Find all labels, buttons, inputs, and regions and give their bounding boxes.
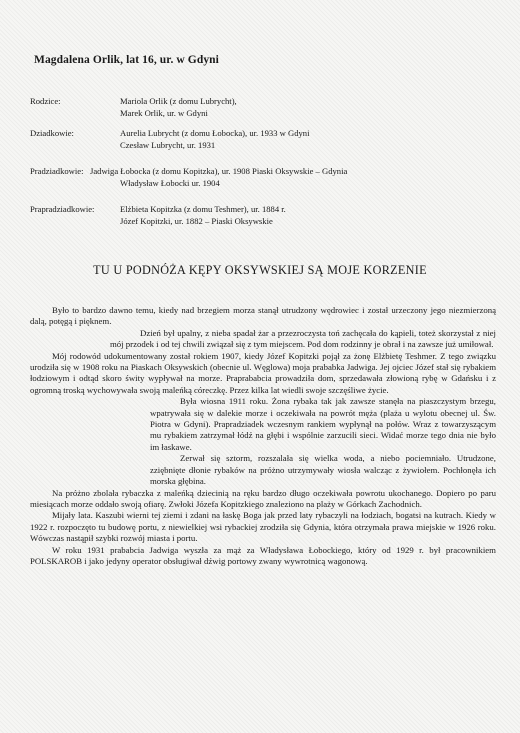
relatives-line: Mariola Orlik (z domu Lubrycht), <box>120 96 237 106</box>
relatives-label: Pradziadkowie: <box>30 166 84 176</box>
relatives-label: Rodzice: <box>30 96 61 106</box>
relatives-line: Aurelia Lubrycht (z domu Łobocka), ur. 1933 w Gdyni <box>120 128 310 138</box>
story-paragraph: Zerwał się sztorm, rozszalała się wielka woda, a niebo pociemniało. Utrudzone, zziębnięte dłonie rybaków na próżno utrzymywały wiosła walcząc z żywiołem. Pochłonęła ich morska głębina. <box>150 453 496 487</box>
story-paragraph: W roku 1931 prababcia Jadwiga wyszła za mąż za Władysława Łobockiego, który od 1929 r. był pracownikiem POLSKAROB i jako jedyny operator obsługiwał dźwig portowy zwany wywrotnicą wagonową. <box>30 544 496 566</box>
story-paragraph: Dzień był upalny, z nieba spadał żar a przezroczysta toń zachęcała do kąpieli, toteż skorzystał z niej mój przodek i od tej chwili związał się z tym miejscem. Pod dom rodzinny je obrał i na zawsze już umiłował. <box>110 327 496 350</box>
relatives-line: Marek Orlik, ur. w Gdyni <box>120 107 208 118</box>
relatives-line: Władysław Łobocki ur. 1904 <box>120 177 220 188</box>
story-paragraph: Mój rodowód udokumentowany został rokiem 1907, kiedy Józef Kopitzki pojął za żonę Elżbietę Teshmer. Z tego związku urodziła się w 1908 roku na Piaskach Oksywskich (obecnie ul. Węglowa) moja prababka Jadwiga. Jej ojciec Józef stał się rybakiem łodziowym i odtąd skoro świty wypływał na morze. Praprababcia prowadziła dom, sprzedawała złowioną rybę w Gdańsku i z ogromną troską wychowywała swoją maleńką córeczkę. Przez kilka lat wiedli swoje szczęśliwe życie. <box>30 350 496 395</box>
story-paragraph: Mijały lata. Kaszubi wierni tej ziemi i zdani na łaskę Boga jak przed laty rybaczyli na łodziach, bogatsi na kutrach. Kiedy w 1922 r. rozpoczęto tu budowę portu, z niewielkiej wsi rybackiej zrodziła się Gdynia, która otrzymała prawa miejskie w 1926 roku. Wówczas nastąpił szybki rozwój miasta i portu. <box>30 510 496 544</box>
relatives-line: Jadwiga Łobocka (z domu Kopitzka), ur. 1908 Piaski Oksywskie – Gdynia <box>90 166 348 176</box>
relatives-label: Prapradziadkowie: <box>30 204 95 214</box>
page-heading: Magdalena Orlik, lat 16, ur. w Gdyni <box>34 54 219 66</box>
relatives-line: Elżbieta Kopitzka (z domu Teshmer), ur. 1884 r. <box>120 204 286 214</box>
story-paragraph: Było to bardzo dawno temu, kiedy nad brzegiem morza stanął utrudzony wędrowiec i został urzeczony jego niezmierzoną dalą, potęgą i pięknem. <box>30 305 496 327</box>
relatives-label: Dziadkowie: <box>30 128 74 138</box>
story-paragraph: Na próżno zbolała rybaczka z maleńką dziecinią na ręku bardzo długo oczekiwała powrotu ukochanego. Dopiero po paru miesiącach morze oddało swoją ofiarę. Zwłoki Józefa Kopitzkiego znaleziono na plaży w Górkach Zachodnich. <box>30 487 496 509</box>
story-body <box>30 305 496 567</box>
story-title: TU U PODNÓŻA KĘPY OKSYWSKIEJ SĄ MOJE KORZENIE <box>93 263 427 277</box>
relatives-line: Józef Kopitzki, ur. 1882 – Piaski Oksywskie <box>120 215 273 226</box>
story-paragraph: Była wiosna 1911 roku. Żona rybaka tak jak zawsze stanęła na piaszczystym brzegu, wpatrywała się w dalekie morze i oczekiwała na powrót męża (plaża u wylotu obecnej ul. Św. Piotra w Gdyni). Prapradziadek wczesnym rankiem wypłynął na połów. Wraz z towarzyszącym mu rybakiem zatrzymał łódź na głębi i wspólnie zarzucili sieci. Widać morze tego dnia nie było im łaskawe. <box>150 396 496 452</box>
relatives-line: Czesław Lubrycht, ur. 1931 <box>120 139 216 150</box>
